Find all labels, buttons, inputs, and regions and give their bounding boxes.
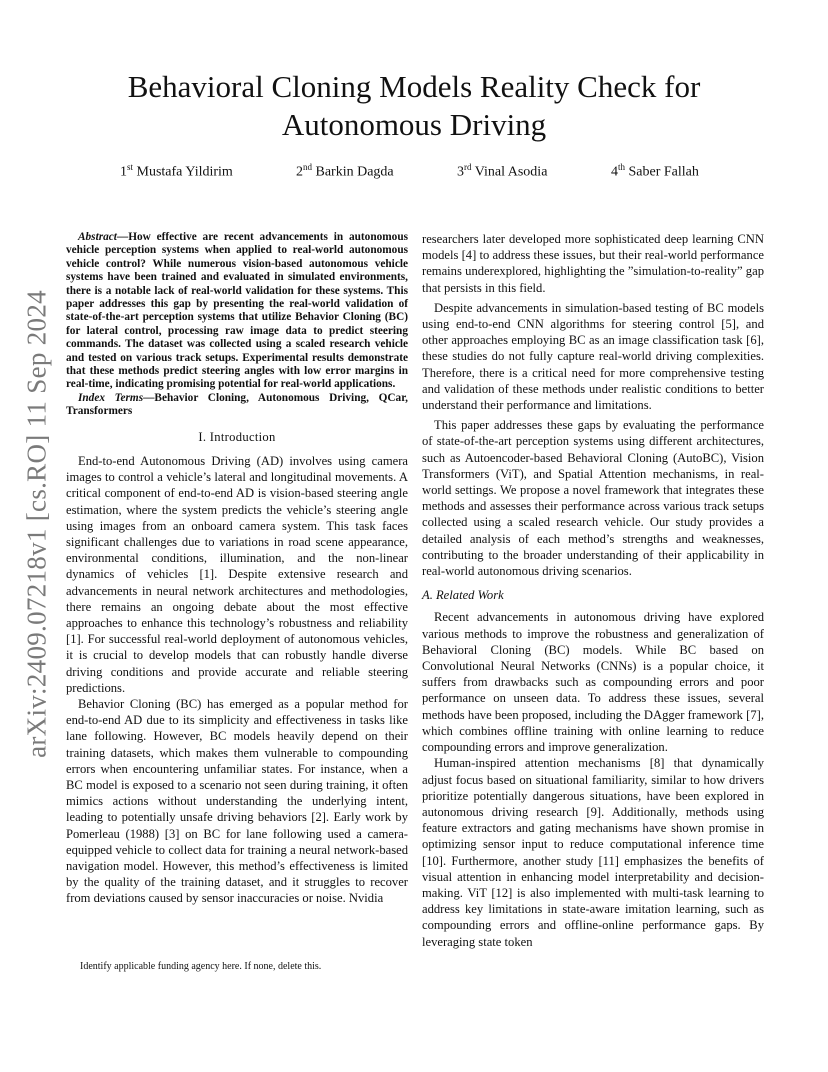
arxiv-side-stamp (0, 0, 60, 1072)
arxiv-identifier: arXiv:2409.07218v1 [cs.RO] 11 Sep 2024 (21, 290, 52, 758)
funding-footnote: Identify applicable funding agency here. If none, delete this. (80, 961, 322, 972)
paragraph: This paper addresses these gaps by evaluating the performance of state-of-the-art perception systems using different architectures, such as Autoencoder-based Behavioral Cloning (AutoBC), Vision Transformers (ViT), and Spatial Attention mechanisms, in real-world settings. We propose a novel framework that integrates these methods and assesses their performance across various track setups collected using a scaled research vehicle. Our study provides a detailed analysis of each method’s strengths and weaknesses, contributing to the broader understanding of their applicability in real-world autonomous driving scenarios. (422, 418, 764, 579)
paper-title: Behavioral Cloning Models Reality Check for Autonomous Driving (127, 69, 701, 142)
left-column (66, 231, 408, 907)
author-3: 3rd Vinal Asodia (457, 162, 548, 180)
author-2: 2nd Barkin Dagda (296, 162, 394, 180)
paragraph: Recent advancements in autonomous driving have explored various methods to improve the robustness and generalization of Behavioral Cloning (BC) models. While BC based on Convolutional Neural Networks (CNNs) is a popular choice, it suffers from drawbacks such as compounding errors and poor performance on unseen data. To address these issues, several methods have been proposed, including the DAgger framework [7], which combines offline training with online learning to reduce compounding errors and improve generalization. (422, 610, 764, 755)
paragraph: researchers later developed more sophisticated deep learning CNN models [4] to address these issues, but their real-world performance remains underexplored, highlighting the ”simulation-to-reality” gap that persists in this field. (422, 232, 764, 295)
paragraph: Human-inspired attention mechanisms [8] that dynamically adjust focus based on situational familiarity, similar to how drivers prioritize potentially dangerous situations, have been explored in autonomous driving research [9]. Additionally, methods using feature extractors and gating mechanisms have shown promise in optimizing sensor input to reduce computational inference time [10]. Furthermore, another study [11] emphasizes the benefits of visual attention in enhancing model interpretability and decision-making. ViT [12] is also implemented with multi-task learning to address key limitations in state-aware imitation learning, such as compounding errors and offline-online performance gaps. By leveraging state token (422, 756, 764, 949)
paragraph: Despite advancements in simulation-based testing of BC models using end-to-end CNN algorithms for steering control [5], and other approaches employing BC as an image classification task [6], these studies do not fully capture real-world driving complexities. Therefore, there is a critical need for more comprehensive testing and validation of these methods under realistic conditions to better understand their performance and limitations. (422, 300, 764, 413)
subsection-heading-related-work: A. Related Work (422, 588, 504, 603)
author-1: 1st Mustafa Yildirim (120, 162, 233, 180)
paragraph: End-to-end Autonomous Driving (AD) involves using camera images to control a vehicle’s lateral and longitudinal movements. A critical component of end-to-end AD is vision-based steering angle estimation, where the system predicts the vehicle’s steering angle using images from an onboard camera system. This task faces significant challenges due to variations in road scene appearance, environmental conditions, illumination, and the non-linear dynamics of vehicles [1]. Despite extensive research and advancements in neural network architectures and methodologies, there remains an ongoing debate about the most effective approaches to enhance this technology’s robustness and reliability [1]. For successful real-world deployment of autonomous vehicles, it is crucial to develop models that can robustly handle diverse driving conditions and provide accurate and reliable steering predictions. (66, 453, 408, 695)
index-terms: Index Terms—Behavior Cloning, Autonomous Driving, QCar, Transformers (66, 391, 408, 418)
section-heading-introduction: I. Introduction (198, 429, 276, 444)
abstract: Abstract—How effective are recent advancements in autonomous vehicle perception systems when applied to real-world autonomous vehicle control? While numerous vision-based autonomous vehicle systems have been trained and evaluated in simulated environments, there is a notable lack of real-world validation for these systems. This paper addresses this gap by presenting the real-world validation of state-of-the-art perception systems that utilize Behavior Cloning (BC) for lateral control, processing raw image data to predict steering commands. The dataset was collected using a scaled research vehicle and tested on various track setups. Experimental results demonstrate that these methods predict steering angles with low error margins in real-time, indicating promising potential for real-world applications. (66, 231, 408, 391)
author-4: 4th Saber Fallah (611, 162, 699, 180)
right-column (422, 231, 764, 950)
paragraph: Behavior Cloning (BC) has emerged as a popular method for end-to-end AD due to its simplicity and effectiveness in tasks like lane following. However, BC models heavily depend on their training datasets, which makes them vulnerable to compounding errors when encountering unfamiliar states. For instance, when a BC model is exposed to a scenario not seen during training, it often mimics actions without understanding the underlying intent, leading to potentially unsafe driving behaviors [2]. Early work by Pomerleau (1988) [3] on BC for lane following used a camera-equipped vehicle to collect data for training a neural network-based navigation model. However, this method’s effectiveness is limited by the quality of the training dataset, and it struggles to recover from deviations caused by sensor inaccuracies or noise. Nvidia (66, 696, 408, 906)
